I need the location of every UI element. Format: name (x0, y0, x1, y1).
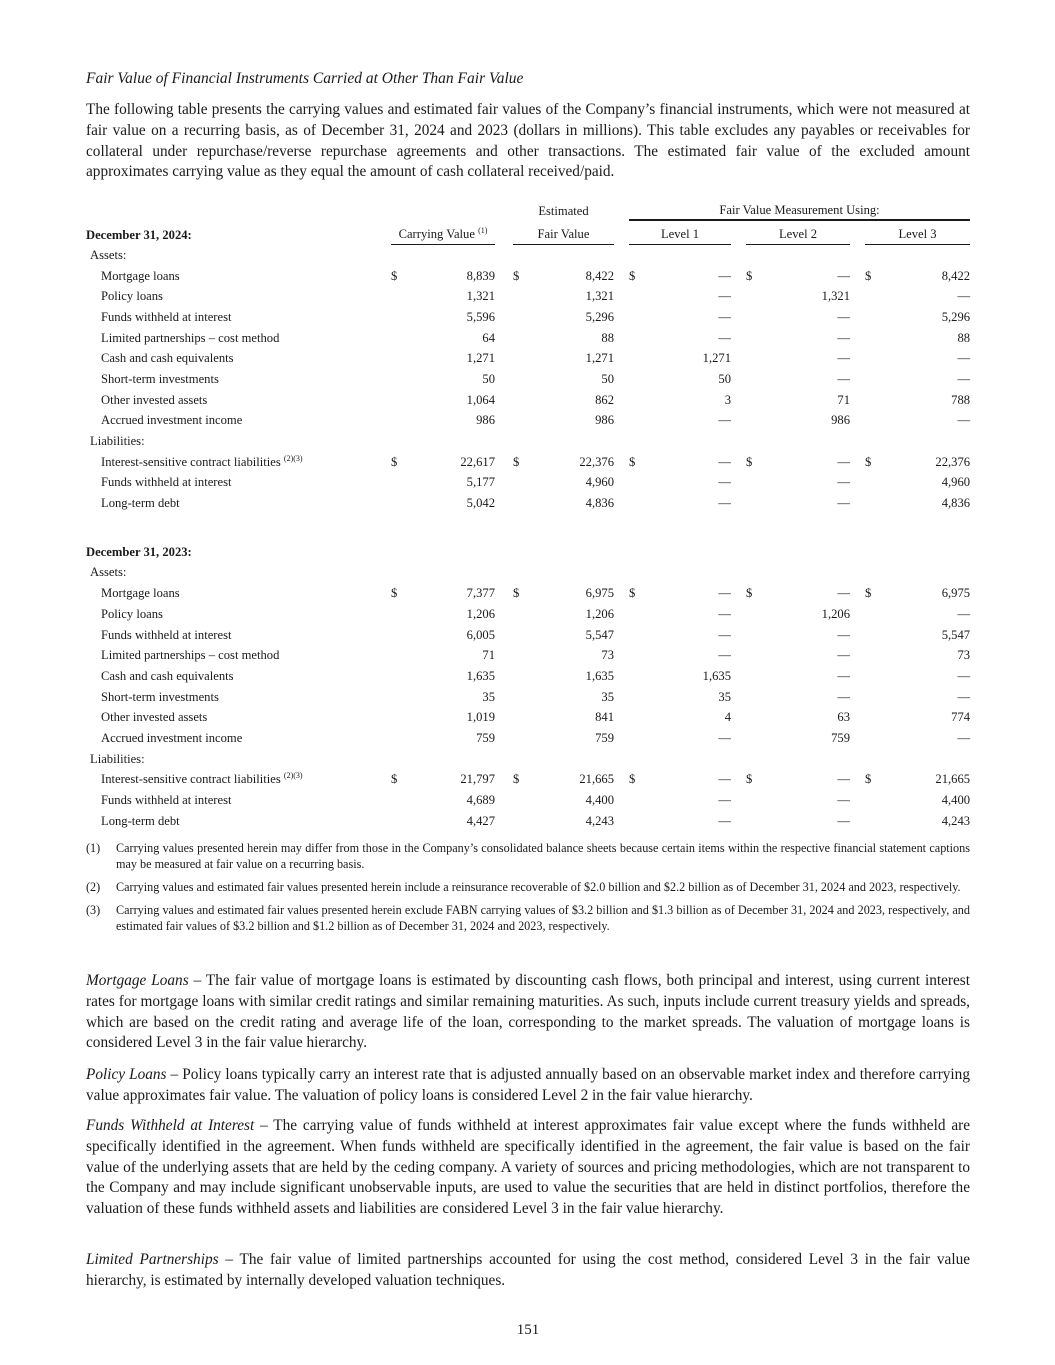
carrying-value-cell: 64 (482, 330, 495, 345)
carrying-value-cell: 35 (482, 689, 495, 704)
carrying-value-cell: 1,064 (466, 392, 495, 407)
carrying-value-cell: 759 (476, 730, 495, 745)
fair-value-cell: 5,296 (585, 309, 614, 324)
level3-cell: 4,400 (941, 793, 971, 808)
dollar-sign: $ (865, 772, 872, 787)
fair-value-cell: 21,665 (579, 772, 614, 787)
assets-heading (86, 563, 970, 584)
dollar-sign: $ (513, 268, 520, 283)
carrying-value-cell: 5,042 (466, 496, 495, 511)
carrying-value-cell: 5,177 (466, 475, 495, 490)
row-label: Funds withheld at interest (101, 309, 232, 324)
table-row (86, 583, 970, 604)
footnotes (86, 840, 970, 941)
fair-value-cell: 862 (595, 392, 614, 407)
row-label: Funds withheld at interest (101, 627, 232, 642)
fair-value-cell: 73 (601, 648, 614, 663)
row-label: Short-term investments (101, 689, 219, 704)
level3-cell: 21,665 (935, 772, 971, 787)
row-label: Accrued investment income (101, 413, 243, 428)
fair-value-cell: 50 (601, 371, 614, 386)
assets-heading (86, 245, 970, 266)
level1-cell: — (718, 813, 731, 828)
fair-value-cell: 986 (595, 413, 614, 428)
date-heading-2023-label: December 31, 2023: (86, 544, 192, 559)
table-row (86, 604, 970, 625)
carrying-value-cell: 50 (482, 371, 495, 386)
level2-cell: — (837, 648, 850, 663)
level3-cell: 774 (951, 710, 971, 725)
fair-value-cell: 4,836 (585, 496, 614, 511)
footnote-number: (3) (86, 903, 101, 917)
fair-value-cell: 88 (601, 330, 614, 345)
paragraph-funds-withheld: Funds Withheld at Interest – The carrying value of funds withheld at interest approximates fair value except where the funds withheld are specifically identified in the agreement. When funds withheld are specifically identified in the agreement, the fair value is based on the fair value of the underlying assets that are held by the ceding company. A variety of sources and pricing methodologies, which are not transparent to the Company and may include significant unobservable inputs, are used to value the securities that are held in distinct portfolios, therefore the valuation of these funds withheld assets and liabilities are considered Level 3 in the fair value hierarchy. (86, 1117, 970, 1218)
level3-cell: 5,296 (941, 309, 971, 324)
table-row (86, 328, 970, 349)
fair-value-cell: 841 (595, 710, 614, 725)
level3-cell: 4,836 (941, 496, 971, 511)
table-row (86, 666, 970, 687)
level3-cell: 4,960 (941, 475, 971, 490)
level3-header: Level 3 (865, 220, 970, 245)
carrying-value-cell: 6,005 (466, 627, 495, 642)
level2-cell: — (837, 793, 850, 808)
row-label: Interest-sensitive contract liabilities $^{(2)(3)}$ (101, 771, 303, 787)
assets-heading-label: Assets: (90, 565, 127, 580)
footnote (86, 902, 970, 934)
row-label: Short-term investments (101, 371, 219, 386)
level3-cell: 22,376 (935, 454, 971, 469)
row-label: Other invested assets (101, 392, 208, 407)
level2-cell: 1,321 (821, 289, 850, 304)
fair-value-cell: 1,635 (585, 668, 614, 683)
footnote (86, 840, 970, 872)
carrying-value-cell: 1,271 (466, 351, 495, 366)
carrying-value-cell: 8,839 (466, 268, 495, 283)
level1-cell: — (718, 648, 731, 663)
row-label: Interest-sensitive contract liabilities $^{(2)(3)}$ (101, 453, 303, 469)
level1-cell: — (718, 496, 731, 511)
dollar-sign: $ (746, 454, 753, 469)
row-label: Limited partnerships – cost method (101, 648, 280, 663)
date-heading-2023 (86, 542, 970, 563)
level3-cell: — (957, 668, 971, 683)
level3-cell: — (957, 689, 971, 704)
fair-value-cell: 22,376 (579, 454, 614, 469)
row-label: Accrued investment income (101, 730, 243, 745)
table-row (86, 811, 970, 832)
carrying-value-cell: 1,635 (466, 668, 495, 683)
carrying-value-cell: 4,427 (466, 813, 495, 828)
row-label: Mortgage loans (101, 268, 180, 283)
level1-cell: 35 (718, 689, 731, 704)
row-label: Limited partnerships – cost method (101, 330, 280, 345)
dollar-sign: $ (629, 772, 636, 787)
fvm-using-header: Fair Value Measurement Using: (629, 198, 970, 220)
dollar-sign: $ (391, 772, 398, 787)
level1-cell: — (718, 793, 731, 808)
header-row-2 (86, 220, 970, 245)
paragraph-mortgage-loans: Mortgage Loans – The fair value of mortgage loans is estimated by discounting cash flows, both principal and interest, using current interest rates for mortgage loans with similar credit ratings and similar remaining maturities. As such, inputs include current treasury yields and spreads, which are based on the credit rating and average life of the loan, corresponding to the market spreads. The valuation of mortgage loans is considered Level 3 in the fair value hierarchy. (86, 972, 970, 1052)
dollar-sign: $ (746, 268, 753, 283)
level2-cell: — (837, 351, 850, 366)
level2-cell: — (837, 668, 850, 683)
row-label: Funds withheld at interest (101, 475, 232, 490)
level1-header: Level 1 (629, 220, 731, 245)
level3-cell: — (957, 371, 971, 386)
table-row (86, 687, 970, 708)
table-row (86, 369, 970, 390)
level1-cell: — (718, 627, 731, 642)
table-row (86, 728, 970, 749)
fair-value-header: Fair Value (513, 220, 614, 245)
table-row (86, 625, 970, 646)
level1-cell: — (718, 586, 731, 601)
table-row (86, 411, 970, 432)
level1-cell: — (718, 606, 731, 621)
level1-cell: — (718, 330, 731, 345)
level3-cell: — (957, 606, 971, 621)
level2-cell: — (837, 627, 850, 642)
liabilities-heading-label: Liabilities: (90, 434, 145, 449)
dollar-sign: $ (513, 772, 520, 787)
fair-value-cell: 759 (595, 730, 614, 745)
table-row (86, 452, 970, 473)
level2-cell: — (837, 330, 850, 345)
level3-cell: 8,422 (941, 268, 971, 283)
carrying-value-cell: 4,689 (466, 793, 495, 808)
level2-cell: — (837, 496, 850, 511)
row-label: Funds withheld at interest (101, 793, 232, 808)
carrying-value-cell: 1,321 (466, 289, 495, 304)
carrying-value-cell: 5,596 (466, 309, 495, 324)
level2-cell: 986 (831, 413, 850, 428)
estimated-header: Estimated (538, 204, 589, 218)
fair-value-cell: 4,960 (585, 475, 614, 490)
level2-cell: — (837, 586, 850, 601)
level2-cell: 759 (831, 730, 850, 745)
table-row (86, 390, 970, 411)
level2-cell: — (837, 268, 850, 283)
level1-cell: — (718, 772, 731, 787)
level1-cell: 50 (718, 371, 731, 386)
table-row (86, 493, 970, 514)
table-row (86, 307, 970, 328)
level3-cell: — (957, 289, 971, 304)
level2-cell: — (837, 371, 850, 386)
dollar-sign: $ (391, 268, 398, 283)
carrying-value-cell: 22,617 (460, 454, 495, 469)
carrying-value-cell: 1,019 (466, 710, 495, 725)
fair-value-cell: 5,547 (585, 627, 614, 642)
table-row (86, 286, 970, 307)
level3-cell: 88 (957, 330, 971, 345)
dollar-sign: $ (629, 454, 636, 469)
level1-cell: — (718, 475, 731, 490)
level2-cell: — (837, 309, 850, 324)
fair-value-cell: 35 (601, 689, 614, 704)
table-row (86, 266, 970, 287)
fair-value-cell: 1,271 (585, 351, 614, 366)
level1-cell: — (718, 730, 731, 745)
level1-cell: 1,635 (702, 668, 731, 683)
level1-cell: — (718, 289, 731, 304)
row-label: Cash and cash equivalents (101, 668, 234, 683)
level3-cell: — (957, 413, 971, 428)
row-label: Mortgage loans (101, 586, 180, 601)
carrying-value-cell: 7,377 (466, 586, 495, 601)
paragraph-policy-loans: Policy Loans – Policy loans typically carry an interest rate that is adjusted annually based on an observable market index and therefore carrying value approximates fair value. The valuation of policy loans is considered Level 2 in the fair value hierarchy. (86, 1066, 970, 1104)
level3-cell: 6,975 (941, 586, 971, 601)
row-label: Long-term debt (101, 496, 180, 511)
dollar-sign: $ (629, 268, 636, 283)
level2-cell: 1,206 (821, 606, 850, 621)
fair-value-cell: 4,243 (585, 813, 614, 828)
dollar-sign: $ (865, 454, 872, 469)
section-title: Fair Value of Financial Instruments Carried at Other Than Fair Value (86, 70, 524, 87)
level1-cell: — (718, 454, 731, 469)
level2-cell: 63 (837, 710, 850, 725)
table-row (86, 770, 970, 791)
dollar-sign: $ (513, 586, 520, 601)
page-number: 151 (516, 1322, 540, 1338)
carrying-value-cell: 986 (476, 413, 495, 428)
level1-cell: — (718, 413, 731, 428)
liabilities-heading-label: Liabilities: (90, 751, 145, 766)
liabilities-heading (86, 431, 970, 452)
fair-value-cell: 1,206 (585, 606, 614, 621)
liabilities-heading (86, 749, 970, 770)
footnote-number: (2) (86, 880, 101, 894)
level2-cell: 71 (837, 392, 850, 407)
dollar-sign: $ (865, 586, 872, 601)
dollar-sign: $ (746, 772, 753, 787)
row-label: Long-term debt (101, 813, 180, 828)
row-label: Other invested assets (101, 710, 208, 725)
level2-header: Level 2 (746, 220, 850, 245)
level3-cell: 4,243 (941, 813, 971, 828)
fair-value-table (86, 198, 970, 832)
level1-cell: 1,271 (702, 351, 731, 366)
fair-value-cell: 8,422 (585, 268, 614, 283)
spacer-row (86, 514, 970, 542)
row-label: Policy loans (101, 606, 163, 621)
intro-paragraph: The following table presents the carrying values and estimated fair values of the Company’s financial instruments, which were not measured at fair value on a recurring basis, as of December 31, 2024 and 2023 (dollars in millions). This table excludes any payables or receivables for collateral under repurchase/reverse repurchase agreements and other transactions. The estimated fair value of the excluded amount approximates carrying value as they equal the amount of cash collateral received/paid. (86, 101, 970, 181)
table-row (86, 645, 970, 666)
footnote-text: Carrying values and estimated fair values presented herein include a reinsurance recoverable of $2.0 billion and $2.2 billion as of December 31, 2024 and 2023, respectively. (116, 880, 961, 894)
level2-cell: — (837, 454, 850, 469)
date-label-2024: December 31, 2024: (86, 227, 192, 242)
footnote-number: (1) (86, 841, 101, 855)
paragraph-limited-partnerships: Limited Partnerships – The fair value of limited partnerships accounted for using the cost method, considered Level 3 in the fair value hierarchy, is estimated by internally developed valuation techniques. (86, 1251, 971, 1289)
footnote-text: Carrying values and estimated fair values presented herein exclude FABN carrying values of $3.2 billion and $1.3 billion as of December 31, 2024 and 2023, respectively, and estimated fair values of $3.2 billion and $1.2 billion as of December 31, 2024 and 2023, respectively. (116, 903, 970, 933)
level1-cell: — (718, 309, 731, 324)
dollar-sign: $ (513, 454, 520, 469)
table-row (86, 473, 970, 494)
fair-value-cell: 4,400 (585, 793, 614, 808)
level2-cell: — (837, 813, 850, 828)
row-label: Cash and cash equivalents (101, 351, 234, 366)
fair-value-cell: 6,975 (585, 586, 614, 601)
footnote (86, 879, 970, 895)
header-row-1 (86, 198, 970, 220)
fair-value-cell: 1,321 (585, 289, 614, 304)
level3-cell: 788 (951, 392, 971, 407)
carrying-value-cell: 1,206 (466, 606, 495, 621)
carrying-value-cell: 21,797 (460, 772, 495, 787)
level1-cell: — (718, 268, 731, 283)
footnote-text: Carrying values presented herein may differ from those in the Company’s consolidated balance sheets because certain items within the respective financial statement captions may be measured at fair value on a recurring basis. (116, 841, 970, 871)
level3-cell: 5,547 (941, 627, 971, 642)
carrying-value-header: Carrying Value $^{(1)}$ (391, 220, 495, 245)
table-row (86, 348, 970, 369)
dollar-sign: $ (865, 268, 872, 283)
table-row (86, 707, 970, 728)
level2-cell: — (837, 475, 850, 490)
level1-cell: 3 (724, 392, 731, 407)
dollar-sign: $ (746, 586, 753, 601)
dollar-sign: $ (391, 586, 398, 601)
level3-cell: 73 (957, 648, 971, 663)
level2-cell: — (837, 689, 850, 704)
dollar-sign: $ (391, 454, 398, 469)
assets-heading-label: Assets: (90, 247, 127, 262)
level1-cell: 4 (724, 710, 731, 725)
level3-cell: — (957, 730, 971, 745)
table-row (86, 790, 970, 811)
dollar-sign: $ (629, 586, 636, 601)
level2-cell: — (837, 772, 850, 787)
level3-cell: — (957, 351, 971, 366)
row-label: Policy loans (101, 289, 163, 304)
carrying-value-cell: 71 (482, 648, 495, 663)
